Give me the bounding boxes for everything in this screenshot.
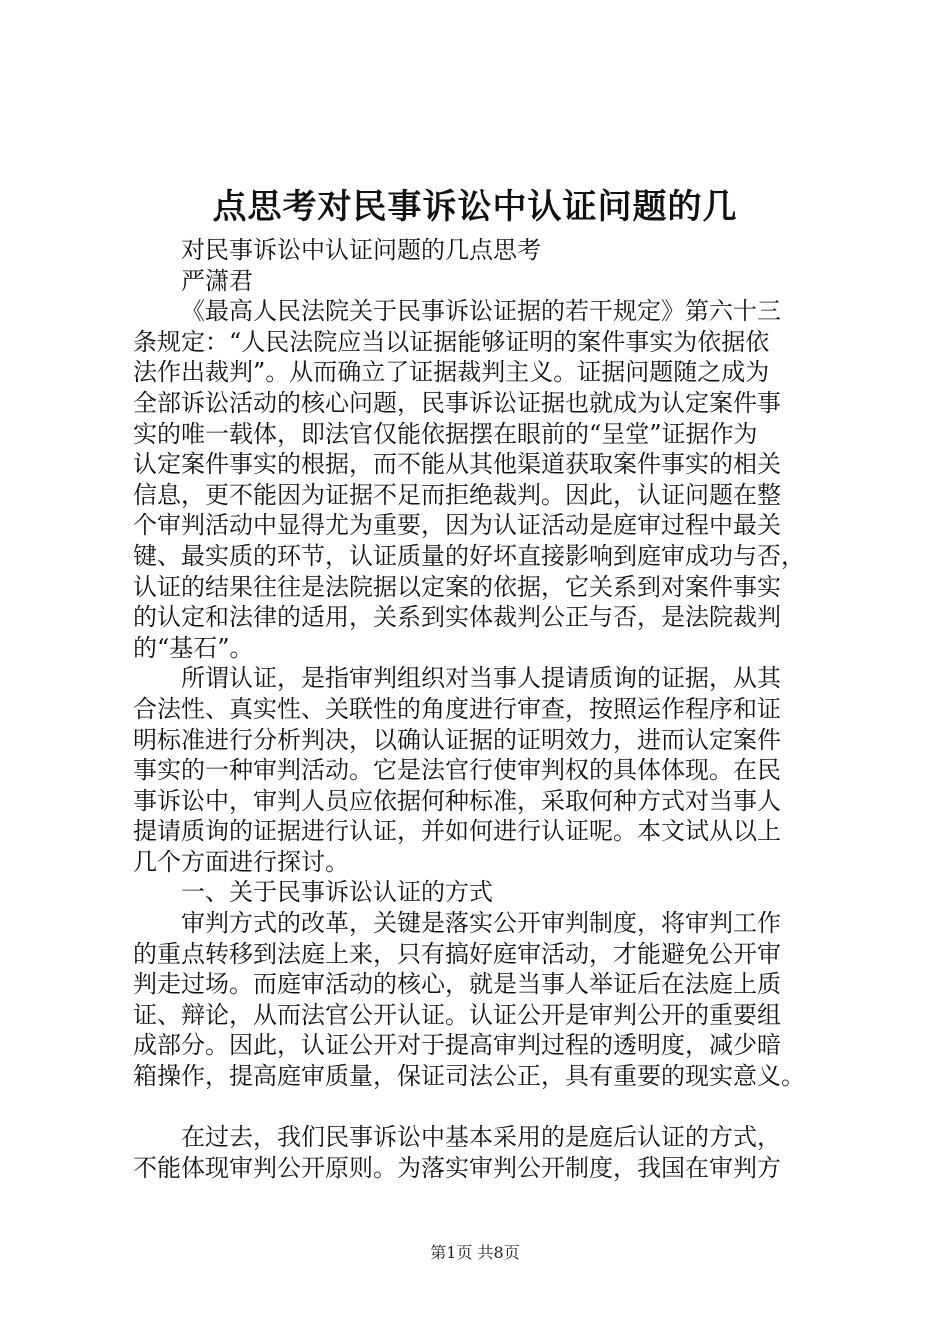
paragraph-2 [133,663,833,877]
paragraph-line: 的重点转移到法庭上来，只有搞好庭审活动，才能避免公开审 [133,939,781,968]
paragraph-line: 成部分。因此，认证公开对于提高审判过程的透明度，减少暗 [133,1031,781,1060]
page-number-footer: 第1页 共8页 [430,1243,520,1262]
paragraph-line: 不能体现审判公开原则。为落实审判公开制度，我国在审判方 [133,1153,781,1182]
paragraph-line: 信息，更不能因为证据不足而拒绝裁判。因此，认证问题在整 [133,480,781,509]
paragraph-line: 条规定：“人民法院应当以证据能够证明的案件事实为依据依 [133,327,770,356]
section-heading: 一、关于民事诉讼认证的方式 [181,878,493,907]
paragraph-line: 所谓认证，是指审判组织对当事人提请质询的证据，从其 [181,664,781,693]
paragraph-line: 的认定和法律的适用，关系到实体裁判公正与否，是法院裁判 [133,603,781,632]
paragraph-1 [133,296,833,663]
paragraph-line: 证、辩论，从而法官公开认证。认证公开是审判公开的重要组 [133,1000,781,1029]
document-title: 点思考对民事诉讼中认证问题的几 [212,187,738,227]
paragraph-line: 提请质询的证据进行认证，并如何进行认证呢。本文试从以上 [133,817,781,846]
paragraph-line: 明标准进行分析判决，以确认证据的证明效力，进而认定案件 [133,725,781,754]
paragraph-line: 的“基石”。 [133,633,254,662]
author: 严潇君 [181,266,253,295]
paragraph-line: 全部诉讼活动的核心问题，民事诉讼证据也就成为认定案件事 [133,388,781,417]
paragraph-line: 《最高人民法院关于民事诉讼证据的若干规定》第六十三 [181,297,781,326]
paragraph-line: 事诉讼中，审判人员应依据何种标准，采取何种方式对当事人 [133,786,781,815]
paragraph-line: 判走过场。而庭审活动的核心，就是当事人举证后在法庭上质 [133,970,781,999]
paragraph-line: 认证的结果往往是法院据以定案的依据，它关系到对案件事实 [133,572,781,601]
paragraph-line: 合法性、真实性、关联性的角度进行审查，按照运作程序和证 [133,694,781,723]
paragraph-line: 个审判活动中显得尤为重要，因为认证活动是庭审过程中最关 [133,511,781,540]
blank-line [133,1092,833,1123]
paragraph-line: 箱操作，提高庭审质量，保证司法公正，具有重要的现实意义。 [133,1062,805,1091]
subtitle: 对民事诉讼中认证问题的几点思考 [181,236,541,264]
paragraph-line: 键、最实质的环节，认证质量的好坏直接影响到庭审成功与否， [133,541,805,570]
paragraph-line: 事实的一种审判活动。它是法官行使审判权的具体体现。在民 [133,756,781,785]
paragraph-line: 审判方式的改革，关键是落实公开审判制度，将审判工作 [181,909,781,938]
paragraph-line: 法作出裁判”。从而确立了证据裁判主义。证据问题随之成为 [133,358,770,387]
document-body [133,235,833,1183]
paragraph-line: 实的唯一载体，即法官仅能依据摆在眼前的“呈堂”证据作为 [133,419,758,448]
paragraph-line: 几个方面进行探讨。 [133,847,349,876]
paragraph-3 [133,908,833,1092]
paragraph-line: 在过去，我们民事诉讼中基本采用的是庭后认证的方式， [181,1123,781,1152]
paragraph-line: 认定案件事实的根据，而不能从其他渠道获取案件事实的相关 [133,450,781,479]
paragraph-4 [133,1122,833,1183]
